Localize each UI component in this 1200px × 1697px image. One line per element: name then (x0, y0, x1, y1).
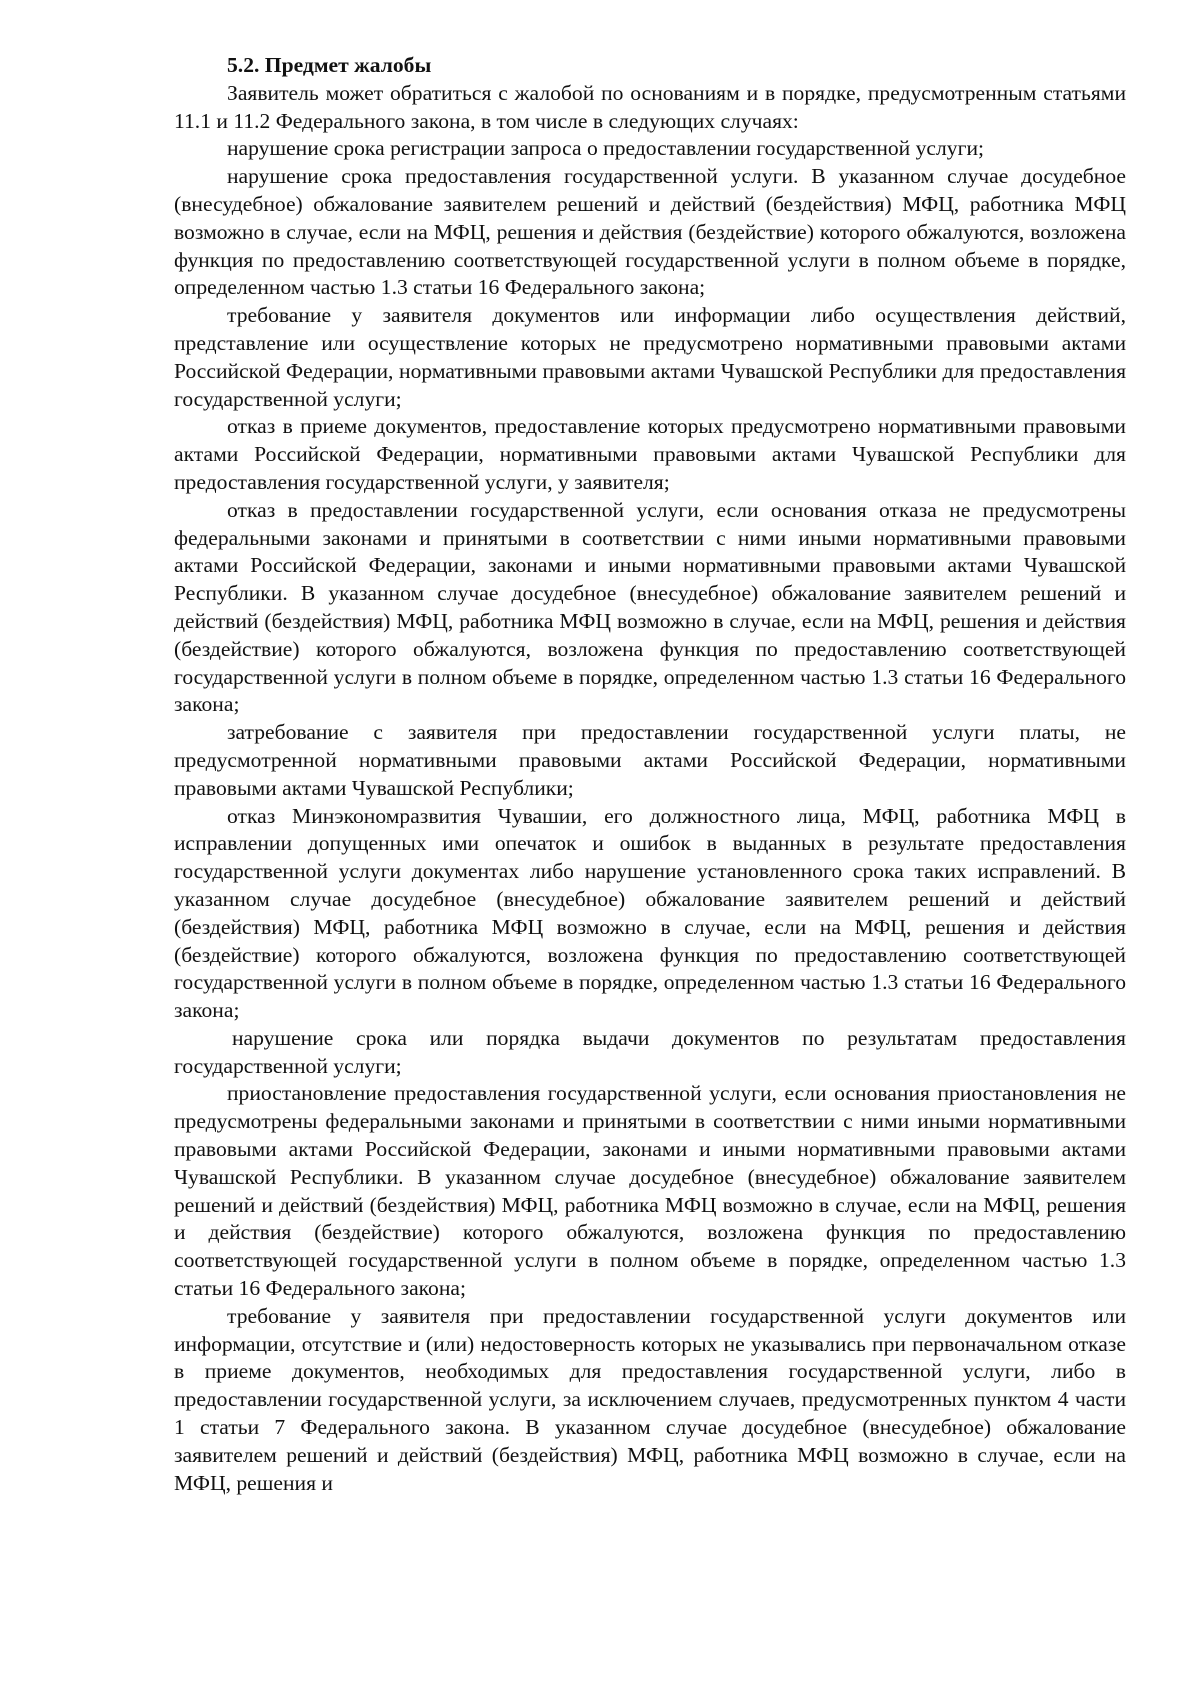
paragraph-documents-demand: требование у заявителя документов или информации либо осуществления действий, представление или осуществление которых не предусмотрено нормативными правовыми актами Российской Федерации, нормативными правовыми актами Чувашской Республики для предоставления государственной услуги; (174, 303, 1126, 411)
paragraph-refusal-service: отказ в предоставлении государственной услуги, если основания отказа не предусмотрены федеральными законами и принятыми в соответствии с ними иными нормативными правовыми актами Российской Федерации, законами и иными нормативными правовыми актами Чувашской Республики. В указанном случае досудебное (внесудебное) обжалование заявителем решений и действий (бездействия) МФЦ, работника МФЦ возможно в случае, если на МФЦ, решения и действия (бездействие) которого обжалуются, возложена функция по предоставлению соответствующей государственной услуги в полном объеме в порядке, определенном частью 1.3 статьи 16 Федерального закона; (174, 497, 1126, 717)
paragraph-suspension: приостановление предоставления государственной услуги, если основания приостановления не предусмотрены федеральными законами и принятыми в соответствии с ними иными нормативными правовыми актами Российской Федерации, законами и иными нормативными правовыми актами Чувашской Республики. В указанном случае досудебное (внесудебное) обжалование заявителем решений и действий (бездействия) МФЦ, работника МФЦ возможно в случае, если на МФЦ, решения и действия (бездействие) которого обжалуются, возложена функция по предоставлению соответствующей государственной услуги в полном объеме в порядке, определенном частью 1.3 статьи 16 Федерального закона; (174, 1081, 1126, 1301)
paragraph-issue-term: нарушение срока или порядка выдачи документов по результатам предоставления государственной услуги; (174, 1025, 1126, 1078)
paragraph-refusal-acceptance: отказ в приеме документов, предоставление которых предусмотрено нормативными правовыми актами Российской Федерации, нормативными правовыми актами Чувашской Республики для предоставления государственной услуги, у заявителя; (174, 414, 1126, 494)
paragraph-extra-documents: требование у заявителя при предоставлении государственной услуги документов или информации, отсутствие и (или) недостоверность которых не указывались при первоначальном отказе в приеме документов, необходимых для предоставления государственной услуги, либо в предоставлении государственной услуги, за исключением случаев, предусмотренных пунктом 4 части 1 статьи 7 Федерального закона. В указанном случае досудебное (внесудебное) обжалование заявителем решений и действий (бездействия) МФЦ, работника МФЦ возможно в случае, если на МФЦ, решения и (174, 1303, 1126, 1495)
section-heading: 5.2. Предмет жалобы (227, 53, 432, 77)
paragraph-intro: Заявитель может обратиться с жалобой по основаниям и в порядке, предусмотренным статьями 11.1 и 11.2 Федерального закона, в том числе в следующих случаях: (174, 80, 1126, 133)
paragraph-correction-refusal: отказ Минэкономразвития Чувашии, его должностного лица, МФЦ, работника МФЦ в исправлении допущенных ими опечаток и ошибок в выданных в результате предоставления государственной услуги документах либо нарушение установленного срока таких исправлений. В указанном случае досудебное (внесудебное) обжалование заявителем решений и действий (бездействия) МФЦ, работника МФЦ возможно в случае, если на МФЦ, решения и действия (бездействие) которого обжалуются, возложена функция по предоставлению соответствующей государственной услуги в полном объеме в порядке, определенном частью 1.3 статьи 16 Федерального закона; (174, 803, 1126, 1023)
document-page (174, 52, 1126, 1497)
paragraph-registration-term: нарушение срока регистрации запроса о предоставлении государственной услуги; (227, 136, 984, 161)
paragraph-fee-demand: затребование с заявителя при предоставлении государственной услуги платы, не предусмотренной нормативными правовыми актами Российской Федерации, нормативными правовыми актами Чувашской Республики; (174, 720, 1126, 800)
paragraph-service-term: нарушение срока предоставления государственной услуги. В указанном случае досудебное (внесудебное) обжалование заявителем решений и действий (бездействия) МФЦ, работника МФЦ возможно в случае, если на МФЦ, решения и действия (бездействие) которого обжалуются, возложена функция по предоставлению соответствующей государственной услуги в полном объеме в порядке, определенном частью 1.3 статьи 16 Федерального закона; (174, 164, 1126, 300)
